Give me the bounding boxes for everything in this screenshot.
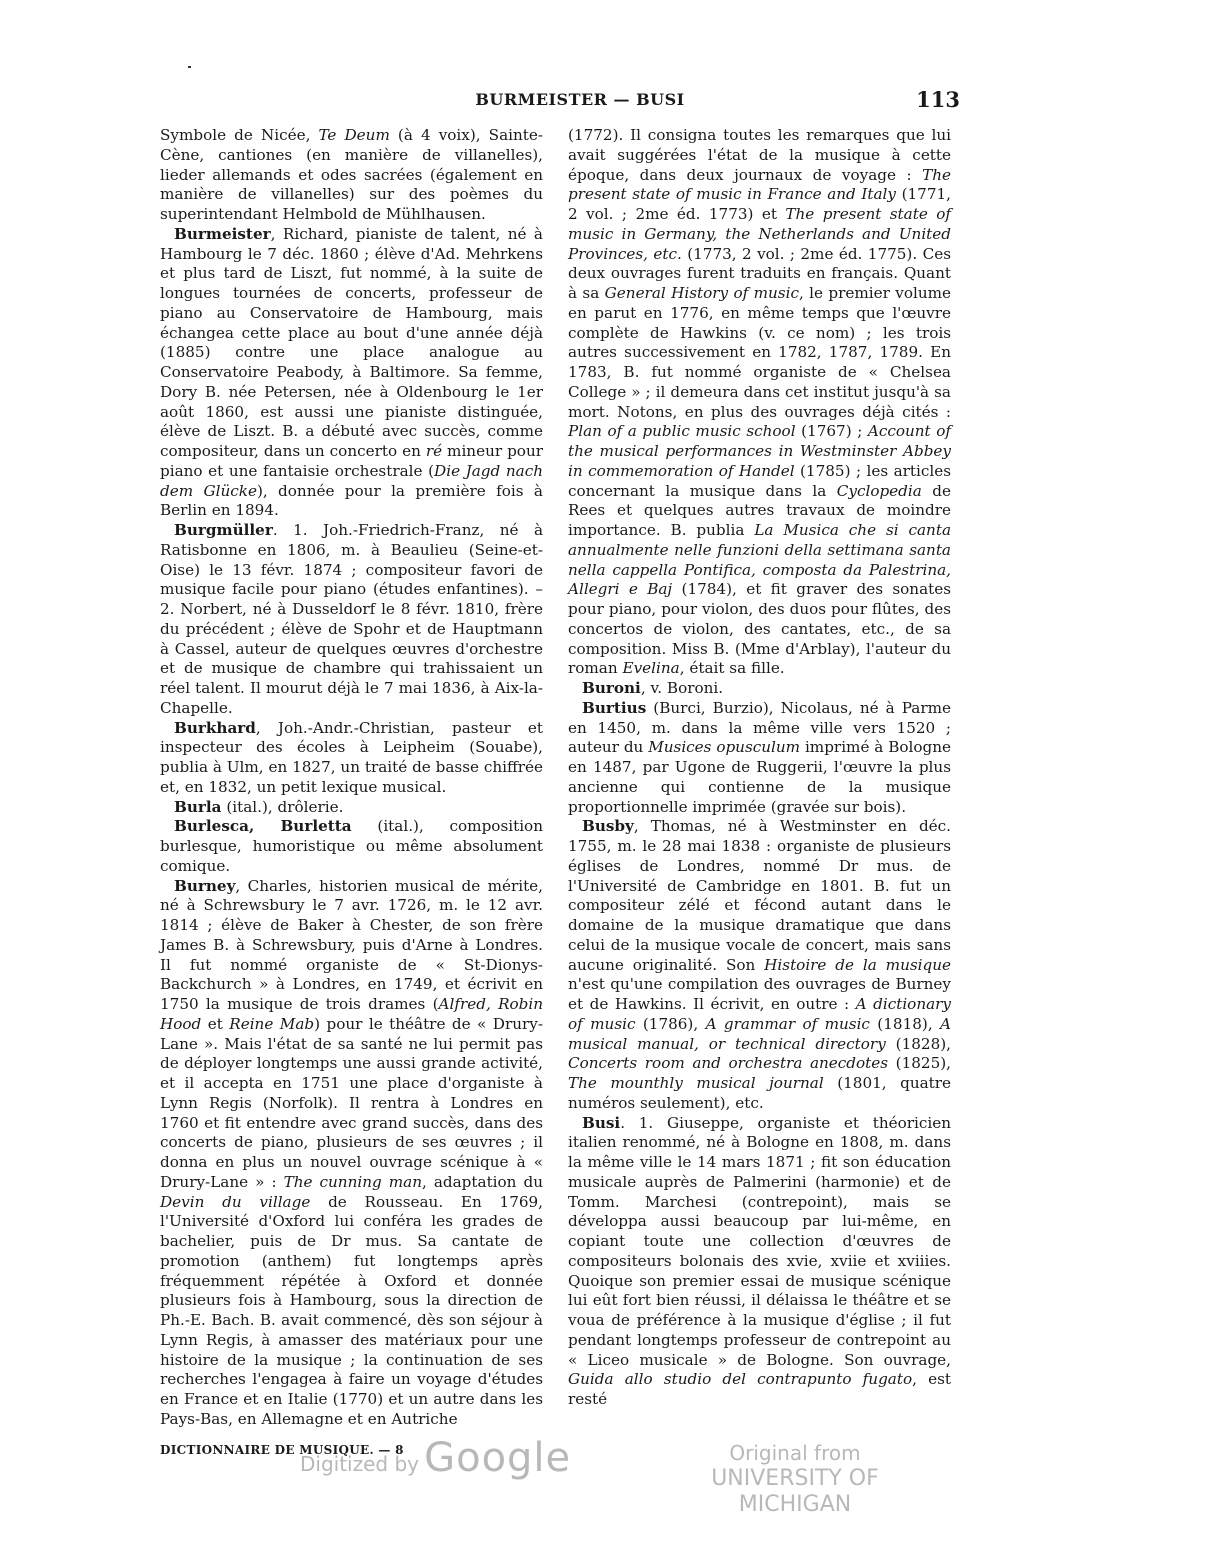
running-head: BURMEISTER — BUSI — [475, 90, 685, 109]
entry-text: . 1. Joh.-Friedrich-Franz, né à Ratisbonne en 1806, m. à Beaulieu (Seine-et-Oise) le 13 févr. 1874 ; compositeur favori de musique facile pour piano (études enfantines). – 2. Norbert, né à Dusseldorf le 8 févr. 1810, frère du précédent ; élève de Spohr et de Hauptmann à Cassel, auteur de quelques œuvres d'orchestre et de musique de chambre qui trahissaient un réel talent. Il mourut déjà le 7 mai 1836, à Aix-la-Chapelle. — [160, 521, 543, 717]
italic-title: Te Deum — [318, 126, 390, 144]
google-watermark — [300, 1435, 571, 1481]
italic-title: ré — [425, 442, 443, 460]
entry-text: (1772). Il consigna toutes les remarques que lui avait suggérées l'état de la musique à cette époque, dans deux journaux de voyage : — [568, 126, 951, 184]
entry-text: de Rees et quelques autres travaux de moindre importance. B. publia — [568, 481, 951, 539]
entry-text: , Thomas, né à Westminster en déc. 1755, m. le 28 mai 1838 : organiste de plusieurs églises de Londres, nommé Dr mus. de l'Université de Cambridge en 1801. B. fut un compositeur zélé et fécond autant dans le domaine de la musique dramatique que dans celui de la musique vocale de concert, mais sans aucune originalité. Son — [568, 817, 951, 974]
dictionary-entry — [160, 877, 543, 1430]
italic-title: A grammar of music — [705, 1014, 870, 1033]
entry-text: (1828), — [885, 1034, 951, 1053]
entry-headword: Busi — [582, 1113, 621, 1132]
entry-text: ), donnée pour la première fois à Berlin en 1894. — [160, 481, 543, 520]
dictionary-entry — [568, 679, 951, 699]
italic-title: Reine Mab — [229, 1014, 315, 1033]
italic-title: Cyclopedia — [836, 481, 922, 500]
original-from-text: Original from — [729, 1441, 861, 1465]
google-logo-text: Google — [424, 1435, 572, 1481]
entry-text: n'est qu'une compilation des ouvrages de Burney et de Hawkins. Il écrivit, en outre : — [568, 975, 951, 1013]
entry-text: (1785) ; les articles concernant la musique dans la — [568, 461, 951, 500]
entry-text: , est resté — [568, 1370, 951, 1408]
entry-text: (à 4 voix), Sainte-Cène, cantiones (en manière de villanelles), lieder allemands et odes sacrées (également en manière de villanelles) sur des poèmes du superintendant Helmbold de Mühlhausen. — [160, 126, 543, 223]
italic-title: The present state of music in France and Italy — [568, 165, 951, 204]
entry-text: Symbole de Nicée, — [160, 126, 319, 144]
signature-mark: DICTIONNAIRE DE MUSIQUE. — 8 — [160, 1443, 404, 1457]
entry-text: (Burci, Burzio), Nicolaus, né à Parme en 1450, m. dans la même ville vers 1520 ; auteur du — [568, 698, 951, 757]
italic-title: Die Jagd nach dem Glücke — [160, 461, 543, 500]
entry-headword: Burla — [174, 797, 222, 816]
digitized-by-text: Digitized by — [300, 1452, 419, 1476]
entry-text: , Charles, historien musical de mérite, né à Schrewsbury le 7 avr. 1726, m. le 12 avr. 1814 ; élève de Baker à Chester, de son frère James B. à Schrewsbury, puis d'Arne à Londres. Il fut nommé organiste de « St-Dionys-Backchurch » à Londres, en 1749, et écrivit en 1750 la musique de trois drames ( — [160, 876, 543, 1013]
entry-text: de Rousseau. En 1769, l'Université d'Oxford lui conféra les grades de bachelier, puis de Dr mus. Sa cantate de promotion (anthem) fut longtemps après fréquemment répétée à Oxford et donnée plusieurs fois à Hambourg, sous la direction de Ph.-E. Bach. B. avait commencé, dès son séjour à Lynn Regis, à amasser des matériaux pour une histoire de la musique ; la continuation de ses recherches l'engagea à faire un voyage d'études en France et en Italie (1770) et un autre dans les Pays-Bas, en Allemagne et en Autriche — [160, 1192, 544, 1428]
dictionary-entry — [568, 699, 951, 818]
entry-text: (1786), — [635, 1014, 706, 1033]
entry-text: , le premier volume en parut en 1776, en même temps que l'œuvre complète de Hawkins (v. ce nom) ; les trois autres successivement en 1782, 1787, 1789. En 1783, B. fut nommé organiste de « Chelsea College » ; il demeura dans cet institut jusqu'à sa mort. Notons, en plus des ouvrages déjà cités : — [568, 284, 952, 421]
scan-speck — [188, 66, 191, 68]
italic-title: The present state of music in Germany, the Netherlands and United Provinces, etc. — [568, 205, 951, 263]
entry-headword: Burney — [174, 876, 236, 895]
entry-text: (1773, 2 vol. ; 2me éd. 1775). Ces deux ouvrages furent traduits en français. Quant à sa — [568, 244, 951, 302]
italic-title: Guida allo studio del contrapunto fugato — [568, 1370, 913, 1389]
entry-text: , adaptation du — [422, 1172, 543, 1191]
page-header — [160, 87, 960, 114]
continued-paragraph — [160, 126, 543, 225]
university-text: UNIVERSITY OF MICHIGAN — [711, 1466, 879, 1517]
entry-text: et — [201, 1014, 230, 1033]
entry-headword: Burkhard — [174, 718, 256, 737]
entry-text: (ital.), composition burlesque, humoristique ou même absolument comique. — [160, 817, 543, 875]
university-watermark — [670, 1440, 920, 1518]
entry-headword: Burtius — [582, 698, 647, 717]
dictionary-entry — [568, 817, 951, 1113]
italic-title: Concerts room and orchestra anecdotes — [568, 1054, 889, 1073]
dictionary-entry — [568, 1114, 951, 1410]
entry-text: ) pour le théâtre de « Drury-Lane ». Mais l'état de sa santé ne lui permit pas de déployer longtemps une aussi grande activité, et il accepta en 1751 une place d'organiste à Lynn Regis (Norfolk). Il rentra à Londres en 1760 et fit entendre avec grand succès, dans des concerts de piano, plusieurs de ses œuvres ; il donna en plus un nouvel ouvrage scénique à « Drury-Lane » : — [160, 1014, 543, 1191]
italic-title: Account of the musical performances in Westminster Abbey in commemoration of Handel — [568, 422, 951, 480]
entry-text: (1801, quatre numéros seulement), etc. — [568, 1074, 952, 1112]
entry-text: , était sa fille. — [679, 659, 785, 678]
continued-paragraph — [568, 126, 951, 679]
italic-title: Devin du village — [160, 1192, 311, 1211]
entry-text: imprimé à Bologne en 1487, par Ugone de Ruggerii, l'œuvre la plus ancienne qui contienne de la musique proportionnelle imprimée (gravée sur bois). — [568, 738, 951, 816]
italic-title: The cunning man — [283, 1172, 422, 1191]
italic-title: A dictionary of music — [568, 995, 951, 1033]
italic-title: Histoire de la musique — [764, 955, 951, 974]
italic-title: La Musica che si canta annualmente nelle funzioni della settimana santa nella cappella Pontifica, composta da Palestrina, Allegri e Baj — [568, 521, 951, 599]
entry-text: . 1. Giuseppe, organiste et théoricien italien renommé, né à Bologne en 1808, m. dans la même ville le 14 mars 1871 ; fit son éducation musicale auprès de Palmerini (harmonie) et de Tomm. Marchesi (contrepoint), mais se développa aussi beaucoup par lui-même, en copiant toute une collection d'œuvres de compositeurs bolonais des xvie, xviie et xviiies. Quoique son premier essai de musique scénique lui eût fort bien réussi, il délaissa le théâtre et se voua de préférence à la musique d'église ; il fut pendant longtemps professeur de contrepoint au « Liceo musicale » de Bologne. Son ouvrage, — [568, 1113, 951, 1369]
left-column — [160, 126, 543, 1430]
entry-text: , Joh.-Andr.-Christian, pasteur et inspecteur des écoles à Leipheim (Souabe), publia à Ulm, en 1827, un traité de basse chiffrée et, en 1832, un petit lexique musical. — [160, 718, 543, 796]
italic-title: The mounthly musical journal — [568, 1074, 824, 1092]
entry-headword: Busby — [582, 817, 634, 836]
entry-text: , Richard, pianiste de talent, né à Hambourg le 7 déc. 1860 ; élève d'Ad. Mehrkens et plus tard de Liszt, fut nommé, à la suite de longues tournées de concerts, professeur de piano au Conservatoire de Hambourg, mais échangea cette place au bout d'une année déjà (1885) contre une place analogue au Conservatoire Peabody, à Baltimore. Sa femme, Dory B. née Petersen, née à Oldenbourg le 1er août 1860, est aussi une pianiste distinguée, élève de Liszt. B. a débuté avec succès, comme compositeur, dans un concerto en — [160, 224, 543, 460]
entry-text: (1818), — [869, 1014, 941, 1033]
dictionary-entry — [160, 817, 543, 876]
dictionary-entry — [160, 225, 543, 521]
entry-text: (ital.), drôlerie. — [221, 797, 344, 816]
italic-title: General History of music — [604, 284, 799, 302]
dictionary-entry — [160, 521, 543, 719]
italic-title: Evelina — [622, 659, 680, 678]
right-column — [568, 126, 951, 1410]
entry-text: (1771, 2 vol. ; 2me éd. 1773) et — [568, 185, 951, 223]
entry-text: (1767) ; — [795, 422, 868, 441]
italic-title: Plan of a public music school — [568, 422, 796, 441]
entry-headword: Burmeister — [174, 224, 271, 243]
page-number: 113 — [916, 87, 960, 112]
entry-headword: Buroni — [582, 679, 641, 697]
entry-text: (1784), et fit graver des sonates pour piano, pour violon, des duos pour flûtes, des concertos de violon, des cantates, etc., de sa composition. Miss B. (Mme d'Arblay), l'auteur du roman — [568, 580, 952, 678]
italic-title: Alfred, Robin Hood — [160, 995, 544, 1033]
dictionary-entry — [160, 719, 543, 798]
italic-title: A musical manual, or technical directory — [568, 1014, 951, 1053]
entry-headword: Burlesca, Burletta — [174, 817, 352, 836]
entry-text: (1825), — [888, 1054, 951, 1073]
entry-text: mineur pour piano et une fantaisie orchestrale ( — [160, 442, 543, 480]
italic-title: Musices opusculum — [648, 738, 801, 757]
dictionary-entry — [160, 798, 543, 818]
entry-text: , v. Boroni. — [640, 679, 724, 697]
entry-headword: Burgmüller — [174, 521, 273, 539]
